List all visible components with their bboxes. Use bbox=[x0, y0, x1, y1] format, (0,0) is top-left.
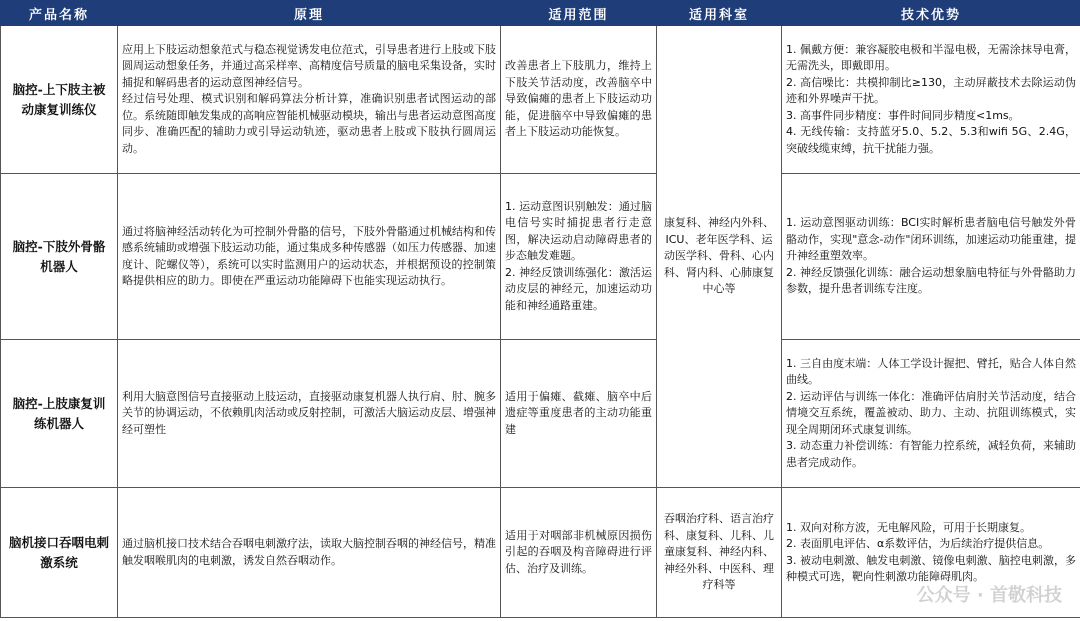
header-department: 适用科室 bbox=[657, 1, 782, 26]
watermark: 公众号 · 首敬科技 bbox=[916, 585, 1062, 606]
advantage-item: 1. 佩戴方便：兼容凝胶电极和半湿电极，无需涂抹导电膏，无需洗头，即戴即用。 bbox=[786, 42, 1076, 73]
header-row bbox=[1, 1, 1080, 26]
advantages-cell bbox=[782, 26, 1080, 174]
principle-text: 利用大脑意图信号直接驱动上肢运动，直接驱动康复机器人执行肩、肘、腕多关节的协调运动，不依赖肌肉活动或反射控制，可激活大脑运动皮层、增强神经可塑性 bbox=[122, 389, 496, 436]
advantage-item: 3. 被动电刺激、触发电刺激、镜像电刺激、脑控电刺激，多种模式可选，靶向性刺激功能障碍肌肉。 bbox=[786, 553, 1076, 583]
principle-text: 经过信号处理、模式识别和解码算法分析计算，准确识别患者试图运动的部位。系统随即触发集成的高响应智能机械驱动模块，输出与患者运动意图高度同步、准确匹配的辅助力或引导运动轨迹，驱动患者上肢或下肢执行圆周运动。 bbox=[122, 92, 496, 155]
header-principle: 原理 bbox=[118, 1, 501, 26]
advantage-item: 2. 运动评估与训练一体化：准确评估肩肘关节活动度，结合情境交互系统，覆盖被动、助力、主动、抗阻训练模式，实现全周期闭环式康复训练。 bbox=[786, 389, 1076, 436]
header-advantages: 技术优势 bbox=[782, 1, 1080, 26]
advantage-item: 1. 三自由度末端：人体工学设计握把、臂托，贴合人体自然曲线。 bbox=[786, 356, 1076, 387]
scope-item: 1. 运动意图识别触发：通过脑电信号实时捕捉患者行走意图，解决运动启动障碍患者的步态触发难题。 bbox=[505, 199, 652, 263]
table-row bbox=[1, 488, 1080, 618]
advantage-item: 3. 动态重力补偿训练：有智能力控系统，减轻负荷，来辅助患者完成动作。 bbox=[786, 439, 1076, 469]
scope-cell: 适用于偏瘫、截瘫、脑卒中后遗症等重度患者的主动功能重建 bbox=[501, 340, 657, 488]
advantage-item: 3. 高事件同步精度：事件时间同步精度<1ms。 bbox=[786, 108, 1020, 122]
product-name: 脑控-下肢外骨骼机器人 bbox=[1, 174, 118, 340]
principle-cell bbox=[118, 26, 501, 174]
product-name: 脑机接口吞咽电刺激系统 bbox=[1, 488, 118, 618]
department-cell: 康复科、神经内外科、ICU、老年医学科、运动医学科、骨科、心内科、肾内科、心肺康复中心等 bbox=[657, 26, 782, 488]
table-row bbox=[1, 340, 1080, 488]
advantage-item: 4. 无线传输：支持蓝牙5.0、5.2、5.3和wifi 5G、2.4G，突破线缆束缚，抗干扰能力强。 bbox=[786, 125, 1076, 155]
scope-cell bbox=[501, 174, 657, 340]
scope-cell: 改善患者上下肢肌力，维持上下肢关节活动度，改善脑卒中导致偏瘫的患者上下肢运动功能，促进脑卒中导致偏瘫的患者上下肢运动功能恢复。 bbox=[501, 26, 657, 174]
advantage-item: 2. 神经反馈强化训练：融合运动想象脑电特征与外骨骼助力参数，提升患者训练专注度。 bbox=[786, 265, 1076, 296]
department-cell: 吞咽治疗科、语言治疗科、康复科、儿科、儿童康复科、神经内科、神经外科、中医科、理疗科等 bbox=[657, 488, 782, 618]
scope-cell: 适用于对咽部非机械原因损伤引起的吞咽及构音障碍进行评估、治疗及训练。 bbox=[501, 488, 657, 618]
product-name: 脑控-上下肢主被动康复训练仪 bbox=[1, 26, 118, 174]
principle-text: 通过将脑神经活动转化为可控制外骨骼的信号，下肢外骨骼通过机械结构和传感系统辅助或增强下肢运动功能，通过集成多种传感器（如压力传感器、加速度计、陀螺仪等），系统可以实时监测用户的运动状态，并根据预设的控制策略提供相应的助力。即使在严重运动功能障碍下也能实现运动执行。 bbox=[122, 224, 496, 287]
advantage-item: 1. 双向对称方波，无电解风险，可用于长期康复。 bbox=[786, 520, 1031, 534]
principle-text: 通过脑机接口技术结合吞咽电刺激疗法，读取大脑控制吞咽的神经信号，精准触发咽喉肌肉的电刺激，诱发自然吞咽动作。 bbox=[122, 537, 496, 567]
header-scope: 适用范围 bbox=[501, 1, 657, 26]
product-name: 脑控-上肢康复训练机器人 bbox=[1, 340, 118, 488]
scope-item: 2. 神经反馈训练强化：激活运动皮层的神经元，加速运动功能和神经通路重建。 bbox=[505, 265, 652, 312]
advantage-item: 2. 高信噪比：共模抑制比≥130，主动屏蔽技术去除运动伪迹和外界噪声干扰。 bbox=[786, 75, 1076, 106]
advantages-cell bbox=[782, 340, 1080, 488]
principle-cell bbox=[118, 174, 501, 340]
table-row bbox=[1, 174, 1080, 340]
advantage-item: 2. 表面肌电评估、α系数评估，为后续治疗提供信息。 bbox=[786, 537, 1050, 550]
advantage-item: 1. 运动意图驱动训练：BCI实时解析患者脑电信号触发外骨骼动作，实现"意念-动作"闭环训练，加速运动功能重建，提升神经重塑效率。 bbox=[786, 216, 1076, 263]
principle-cell bbox=[118, 488, 501, 618]
principle-text: 应用上下肢运动想象范式与稳态视觉诱发电位范式，引导患者进行上肢或下肢圆周运动想象任务，并通过高采样率、高精度信号质量的脑电采集设备，实时捕捉和解码患者的运动意图神经信号。 bbox=[122, 42, 496, 89]
advantages-cell bbox=[782, 488, 1080, 618]
advantages-cell bbox=[782, 174, 1080, 340]
table-row bbox=[1, 26, 1080, 174]
header-product-name: 产品名称 bbox=[1, 1, 118, 26]
principle-cell bbox=[118, 340, 501, 488]
